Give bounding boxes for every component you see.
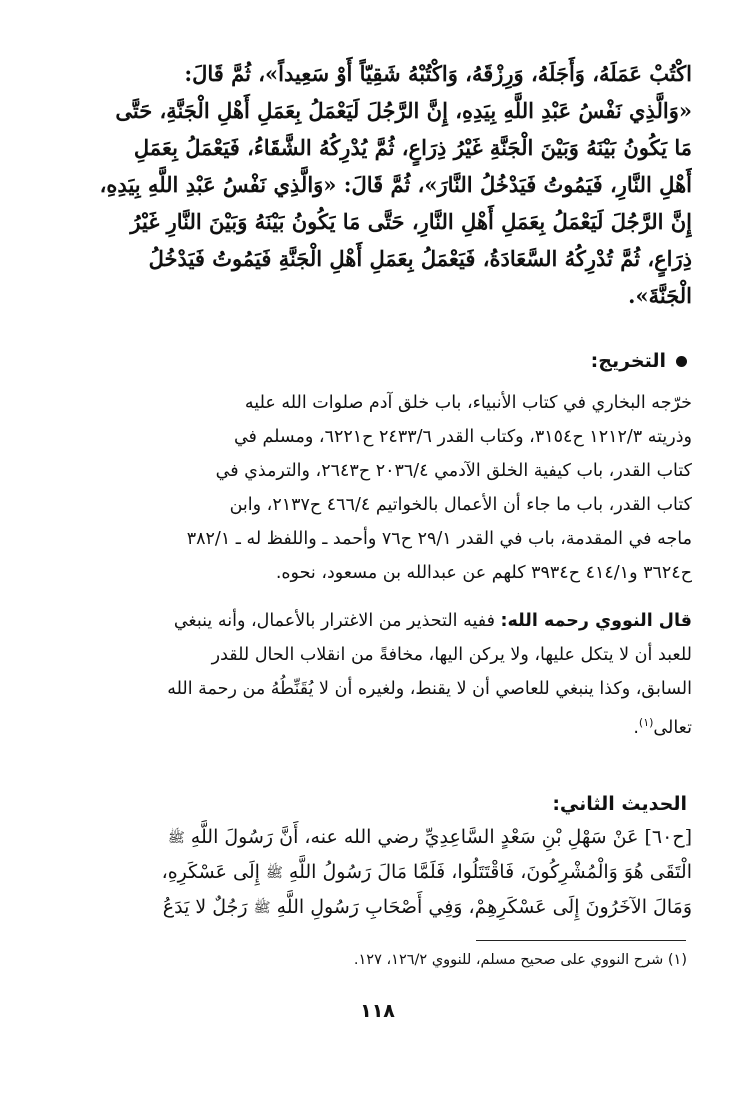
takhrij-heading <box>591 350 687 372</box>
hadith60-text: [ح٦٠] عَنْ سَهْلِ بْنِ سَعْدٍ السَّاعِدِيِّ رضي الله عنه، أَنَّ رَسُولَ اللَّهِ <box>190 826 692 848</box>
hadith60-line <box>72 890 692 925</box>
hadith-60-block <box>72 820 692 925</box>
takhrij-line: ح٣٦٢٤ و٤١٤/١ ح٣٩٣٤ كلهم عن عبدالله بن مسعود، نحوه. <box>275 563 692 583</box>
nawawi-line <box>72 706 692 745</box>
hadith60-text: إِلَى عَسْكَرِهِ، <box>161 861 260 883</box>
hadith-text-block <box>72 55 692 314</box>
nawawi-line-rest: ففيه التحذير من الاغترار بالأعمال، وأنه ينبغي <box>173 611 501 631</box>
salutation-icon: ﷺ <box>253 900 271 916</box>
takhrij-line: وذريته ١٢١٢/٣ ح٣١٥٤، وكتاب القدر ٢٤٣٣/٦ ح٦٢٢١، ومسلم في <box>233 427 692 447</box>
footnote: (١) شرح النووي على صحيح مسلم، للنووي ١٢٦/٢، ١٢٧. <box>353 952 687 968</box>
hadith-line: اكْتُبْ عَمَلَهُ، وَأَجَلَهُ، وَرِزْقَهُ، وَاكْتُبْهُ شَقِيّاً أَوْ سَعِيداً»، ثُمَّ قَالَ: <box>184 61 692 86</box>
nawawi-line-end: . <box>633 717 639 738</box>
takhrij-line: خرّجه البخاري في كتاب الأنبياء، باب خلق آدم صلوات الله عليه <box>244 393 692 413</box>
page-number: ١١٨ <box>360 1000 395 1022</box>
hadith60-text: رَجُلٌ لا يَدَعُ <box>162 896 248 918</box>
nawawi-lead: قال النووي رحمه الله: <box>500 611 692 631</box>
nawawi-line: للعبد أن لا يتكل عليها، ولا يركن اليها، مخافةً من انقلاب الحال للقدر <box>211 645 692 665</box>
hadith-line: إِنَّ الرَّجُلَ لَيَعْمَلُ بِعَمَلِ أَهْلِ النَّارِ، حَتَّى مَا يَكُونُ بَيْنَهُ وَبَيْنَ النَّارِ غَيْرُ <box>130 209 692 234</box>
takhrij-line: ماجه في المقدمة، باب في القدر ٢٩/١ ح٧٦ وأحمد ـ واللفظ له ـ ٣٨٢/١ <box>186 529 692 549</box>
salutation-icon: ﷺ <box>167 830 185 846</box>
takhrij-line: كتاب القدر، باب ما جاء أن الأعمال بالخواتيم ٤٦٦/٤ ح٢١٣٧، وابن <box>229 495 692 515</box>
salutation-icon: ﷺ <box>265 865 283 881</box>
footnote-divider <box>476 940 686 941</box>
nawawi-line <box>72 604 692 638</box>
hadith-line: مَا يَكُونُ بَيْنَهُ وَبَيْنَ الْجَنَّةِ غَيْرُ ذِرَاعٍ، ثُمَّ يُدْرِكُهُ الشَّقَاءُ، فَيَعْمَلُ بِعَمَلِ <box>133 135 692 160</box>
second-hadith-heading: الحديث الثاني: <box>552 793 687 815</box>
hadith60-line <box>72 855 692 890</box>
hadith-line: ذِرَاعٍ، ثُمَّ تُدْرِكُهُ السَّعَادَةُ، فَيَعْمَلُ بِعَمَلِ أَهْلِ الْجَنَّةِ فَيَمُوتُ فَيَدْخُلُ <box>148 246 692 271</box>
nawawi-line-text: تعالى <box>653 717 692 738</box>
hadith60-line <box>72 820 692 855</box>
hadith-line: الْجَنَّةَ». <box>628 283 692 308</box>
bullet-icon <box>676 356 687 367</box>
hadith-line: أَهْلِ النَّارِ، فَيَمُوتُ فَيَدْخُلُ النَّارَ»، ثُمَّ قَالَ: «وَالَّذِي نَفْسُ عَبْدِ اللَّهِ بِيَدِهِ، <box>99 172 692 197</box>
nawawi-line: السابق، وكذا ينبغي للعاصي أن لا يقنط، ولغيره أن لا يُقَنِّطُهُ من رحمة الله <box>167 679 692 699</box>
takhrij-paragraph <box>72 386 692 590</box>
hadith60-text: الْتَقَى هُوَ وَالْمُشْرِكُونَ، فَاقْتَتَلُوا، فَلَمَّا مَالَ رَسُولُ اللَّهِ <box>288 861 692 883</box>
hadith-line: «وَالَّذِي نَفْسُ عَبْدِ اللَّهِ بِيَدِهِ، إِنَّ الرَّجُلَ لَيَعْمَلُ بِعَمَلِ أَهْلِ الْجَنَّةِ، حَتَّى <box>115 98 692 123</box>
footnote-marker[interactable]: (١) <box>638 716 654 729</box>
nawawi-commentary <box>72 604 692 745</box>
takhrij-line: كتاب القدر، باب كيفية الخلق الآدمي ٢٠٣٦/٤ ح٢٦٤٣، والترمذي في <box>215 461 692 481</box>
hadith60-text: وَمَالَ الآخَرُونَ إِلَى عَسْكَرِهِمْ، وَفِي أَصْحَابِ رَسُولِ اللَّهِ <box>276 896 692 918</box>
takhrij-heading-label: التخريج: <box>590 350 666 372</box>
